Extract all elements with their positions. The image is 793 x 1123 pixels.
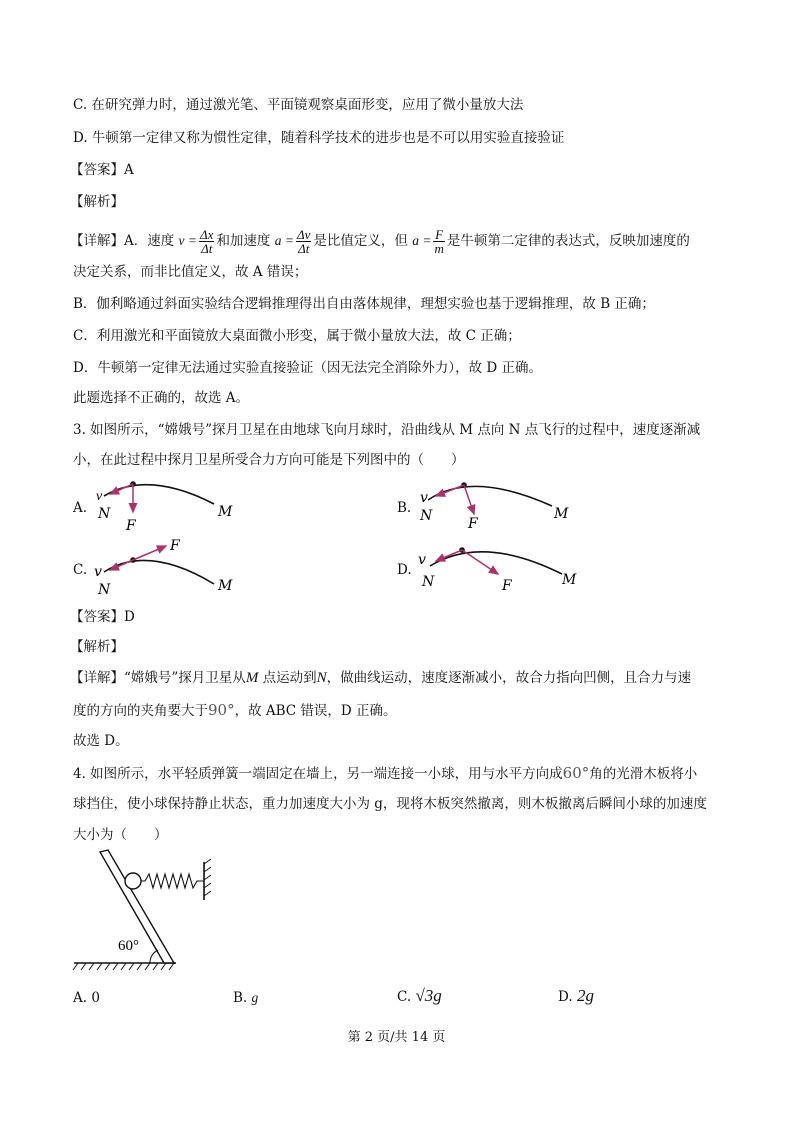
q4-option-b-value: g xyxy=(251,990,259,1005)
q3-stem-line2: 小，在此过程中探月卫星所受合力方向可能是下列图中的（ ） xyxy=(73,452,465,468)
q4-option-d xyxy=(558,986,594,1007)
angle-90: 90° xyxy=(208,701,235,719)
angle-60-text: 60° xyxy=(562,764,590,782)
q2-conclusion: 此题选择不正确的，故选 A。 xyxy=(73,390,250,406)
q4-option-b-label: B. xyxy=(233,990,252,1006)
label-v: v xyxy=(418,552,426,568)
velocity-fraction xyxy=(199,228,214,255)
q2-detail-a-line2: 决定关系，而非比值定义，故 A 错误； xyxy=(73,264,308,280)
q3-detail-line2 xyxy=(73,700,397,721)
q4-option-a: A. 0 xyxy=(73,990,100,1006)
q2-detail-b: B．伽利略通过斜面实验结合逻辑推理得出自由落体规律，理想实验也基于逻辑推理，故 B 正确； xyxy=(73,296,655,312)
label-m: M xyxy=(554,506,569,522)
q3-figure-c xyxy=(88,534,248,598)
accel-fraction xyxy=(296,228,311,255)
accel-symbol-2: a = xyxy=(412,233,432,248)
q4-option-c-value: √3g xyxy=(415,986,442,1005)
label-v: v xyxy=(94,564,102,580)
q4-stem-line1 xyxy=(73,763,697,784)
detail2-a: 度的方向的夹角要大于 xyxy=(73,703,208,719)
angle-60-label: 60° xyxy=(118,938,139,954)
detail2-b: ，故 ABC 错误，D 正确。 xyxy=(234,703,397,719)
q3-option-a-label: A. xyxy=(73,500,88,516)
label-m: M xyxy=(218,578,233,594)
delta-v: Δv xyxy=(296,227,311,242)
q2-option-c: C. 在研究弹力时，通过激光笔、平面镜观察桌面形变，应用了微小量放大法 xyxy=(73,97,524,113)
q4-option-b xyxy=(233,988,258,1008)
q3-option-d-label: D. xyxy=(397,562,412,578)
q4-option-c-label: C. xyxy=(397,989,416,1005)
label-m: M xyxy=(218,504,233,520)
detail-a-mid1: 和加速度 xyxy=(216,233,275,249)
q3-option-b-label: B. xyxy=(397,500,412,516)
detail1-a: 【详解】“嫦娥号”探月卫星从 xyxy=(70,670,246,686)
detail1-b: 点运动到 xyxy=(258,670,317,686)
mass-symbol: m xyxy=(434,241,444,256)
q2-detail-a xyxy=(70,224,690,258)
detail-a-suffix: 是牛顿第二定律的表达式，反映加速度的 xyxy=(446,233,690,249)
accel-symbol: a = xyxy=(274,233,294,248)
q4-stem-line2: 球挡住，使小球保持静止状态，重力加速度大小为 g，现将木板突然撤离，则木板撤离后瞬间小球的加速度 xyxy=(73,796,707,812)
q4-stem1-a: 4. 如图所示，水平轻质弹簧一端固定在墙上，另一端连接一小球，用与水平方向成 xyxy=(73,766,563,782)
q4-figure xyxy=(70,848,220,974)
q3-figure-a xyxy=(88,472,248,534)
point-m: M xyxy=(245,670,259,686)
label-n: N xyxy=(98,506,111,522)
label-n: N xyxy=(98,582,111,598)
delta-t2: Δt xyxy=(298,241,310,256)
label-n: N xyxy=(420,508,433,524)
q4-option-d-value: 2g xyxy=(576,986,594,1005)
q3-detail-line1 xyxy=(70,668,691,688)
q3-conclusion: 故选 D。 xyxy=(73,733,129,749)
detail1-c: ，做曲线运动，速度逐渐减小，故合力指向凹侧，且合力与速 xyxy=(326,670,692,686)
q3-analysis-label: 【解析】 xyxy=(70,639,124,655)
q3-option-c-label: C. xyxy=(73,562,88,578)
q2-detail-d: D．牛顿第一定律无法通过实验直接验证（因无法完全消除外力），故 D 正确。 xyxy=(73,360,542,376)
point-n: N xyxy=(316,670,327,686)
q4-stem-line3: 大小为（ ） xyxy=(73,827,168,843)
q2-detail-c: C．利用激光和平面镜放大桌面微小形变，属于微小量放大法，故 C 正确； xyxy=(73,328,521,344)
detail-a-mid2: 是比值定义，但 xyxy=(313,233,413,249)
label-f: F xyxy=(126,518,136,534)
label-f: F xyxy=(170,538,180,554)
label-v: v xyxy=(96,489,103,504)
detail-a-prefix: 【详解】A．速度 xyxy=(70,233,179,249)
label-m: M xyxy=(562,572,577,588)
label-f: F xyxy=(502,578,512,594)
q4-option-c xyxy=(397,986,442,1007)
q3-figure-d xyxy=(412,534,592,596)
q4-stem1-b: 角的光滑木板将小 xyxy=(589,766,698,782)
newton-fraction xyxy=(433,228,444,255)
q2-analysis-label: 【解析】 xyxy=(70,194,124,210)
label-f: F xyxy=(468,516,478,532)
q2-option-d: D. 牛顿第一定律又称为惯性定律，随着科学技术的进步也是不可以用实验直接验证 xyxy=(73,130,565,146)
velocity-symbol: v = xyxy=(178,233,198,248)
q3-figure-b xyxy=(412,472,582,534)
q2-answer: 【答案】A xyxy=(70,162,134,178)
q3-stem-line1: 3. 如图所示，“嫦娥号”探月卫星在由地球飞向月球时，沿曲线从 M 点向 N 点飞行的过程中，速度逐渐减 xyxy=(73,422,701,438)
delta-t: Δt xyxy=(201,241,213,256)
force-symbol: F xyxy=(435,227,444,242)
delta-x: Δx xyxy=(200,227,214,242)
label-n: N xyxy=(422,574,435,590)
q4-option-d-label: D. xyxy=(558,989,577,1005)
label-v: v xyxy=(420,490,428,506)
page-footer: 第 2 页/共 14 页 xyxy=(347,1030,446,1045)
q3-answer: 【答案】D xyxy=(70,609,135,625)
